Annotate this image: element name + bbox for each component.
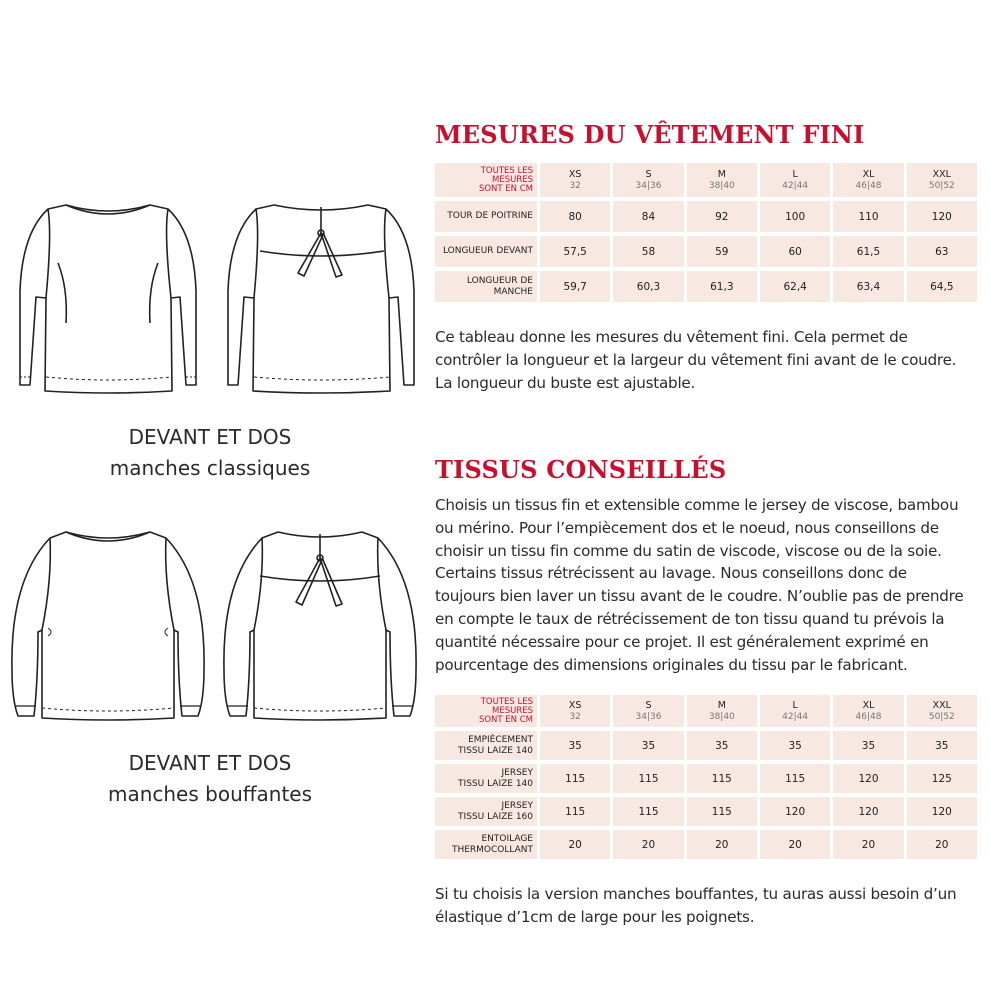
sketch-back-puff [220, 520, 420, 725]
caption-classic-line1: DEVANT ET DOS [128, 425, 292, 449]
table-cell: 115 [613, 764, 683, 793]
row-label [435, 271, 537, 302]
fabrics-text-line: en compte le taux de rétrécissement de ton tissu quand tu prévois la [435, 609, 945, 628]
size-name: L [792, 168, 798, 180]
size-eu: 34|36 [635, 711, 662, 722]
unit-note-line: MESURES [492, 174, 533, 185]
caption-classic [10, 422, 410, 484]
table-unit-note [435, 163, 537, 197]
size-name: M [717, 168, 726, 180]
table-cell: 20 [833, 830, 903, 859]
size-eu: 32 [569, 711, 581, 722]
size-column-header [760, 695, 830, 727]
size-eu: 42|44 [782, 180, 809, 191]
fabrics-heading: TISSUS CONSEILLÉS [435, 455, 727, 484]
unit-note-line: MESURES [492, 705, 533, 716]
table-header-row [435, 695, 977, 727]
row-label-line: THERMOCOLLANT [451, 844, 533, 855]
size-eu: 38|40 [708, 711, 735, 722]
row-label [435, 797, 537, 826]
table-cell: 35 [540, 731, 610, 760]
table-cell: 110 [833, 201, 903, 232]
table-cell: 115 [760, 764, 830, 793]
size-column-header [687, 695, 757, 727]
size-eu: 50|52 [928, 711, 955, 722]
size-name: XXL [932, 168, 951, 180]
unit-note-line: TOUTES LES [480, 165, 533, 176]
table-cell: 59,7 [540, 271, 610, 302]
size-name: XL [862, 699, 875, 711]
table-cell: 120 [907, 797, 977, 826]
size-column-header [760, 163, 830, 197]
table-cell: 61,3 [687, 271, 757, 302]
table-cell: 35 [687, 731, 757, 760]
table-row [435, 830, 977, 859]
measures-text-line: Ce tableau donne les mesures du vêtement fini. Cela permet de [435, 328, 908, 346]
sketch-front-classic [18, 193, 198, 398]
table-row [435, 797, 977, 826]
row-label-line: ENTOILAGE [481, 833, 533, 844]
table-cell: 63 [907, 236, 977, 267]
sketch-back-classic [226, 193, 416, 398]
table-row [435, 236, 977, 267]
table-cell: 120 [760, 797, 830, 826]
size-eu: 46|48 [855, 180, 882, 191]
table-cell: 120 [833, 797, 903, 826]
row-label-line: LONGUEUR DEVANT [442, 246, 533, 256]
table-cell: 20 [540, 830, 610, 859]
measures-heading: MESURES DU VÊTEMENT FINI [435, 120, 865, 149]
size-column-header [833, 695, 903, 727]
size-eu: 46|48 [855, 711, 882, 722]
table-cell: 57,5 [540, 236, 610, 267]
size-column-header [540, 163, 610, 197]
size-name: L [792, 699, 798, 711]
table-cell: 58 [613, 236, 683, 267]
table-cell: 100 [760, 201, 830, 232]
table-cell: 35 [613, 731, 683, 760]
table-cell: 84 [613, 201, 683, 232]
row-label-line: LONGUEUR DE [466, 275, 533, 286]
row-label [435, 201, 537, 232]
size-eu: 34|36 [635, 180, 662, 191]
fabrics-text-line: pourcentage des dimensions originales du tissu par le fabricant. [435, 655, 908, 674]
table-cell: 115 [687, 797, 757, 826]
table-cell: 62,4 [760, 271, 830, 302]
caption-puff-line1: DEVANT ET DOS [128, 751, 292, 775]
size-eu: 32 [569, 180, 581, 191]
size-column-header [907, 695, 977, 727]
table-cell: 125 [907, 764, 977, 793]
size-column-header [613, 163, 683, 197]
fabrics-text-line: ou mérino. Pour l’empiècement dos et le noeud, nous conseillons de [435, 518, 939, 537]
size-name: XXL [932, 699, 951, 711]
footer-text-line: élastique d’1cm de large pour les poignets. [435, 907, 755, 926]
size-name: S [645, 168, 652, 180]
table-row [435, 731, 977, 760]
measures-text-line: contrôler la longueur et la largeur du vêtement fini avant de le coudre. [435, 350, 957, 369]
table-row [435, 271, 977, 302]
footer-text-line: Si tu choisis la version manches bouffantes, tu auras aussi besoin d’un [435, 885, 957, 903]
unit-note-line: SONT EN CM [478, 183, 533, 194]
row-label [435, 764, 537, 793]
table-cell: 64,5 [907, 271, 977, 302]
size-name: XS [568, 168, 582, 180]
table-cell: 80 [540, 201, 610, 232]
size-eu: 38|40 [708, 180, 735, 191]
fabrics-table [432, 691, 980, 863]
size-eu: 50|52 [928, 180, 955, 191]
row-label-line: EMPIÈCEMENT [468, 734, 533, 745]
row-label [435, 731, 537, 760]
table-row [435, 764, 977, 793]
size-column-header [540, 695, 610, 727]
table-cell: 63,4 [833, 271, 903, 302]
size-eu: 42|44 [782, 711, 809, 722]
table-cell: 59 [687, 236, 757, 267]
size-column-header [613, 695, 683, 727]
size-name: XL [862, 168, 875, 180]
table-header-row [435, 163, 977, 197]
size-name: S [645, 699, 652, 711]
fabrics-text-line: quantité nécessaire pour ce projet. Il est généralement exprimé en [435, 632, 929, 651]
table-unit-note [435, 695, 537, 727]
row-label-line: TISSU LAIZE 140 [458, 745, 533, 756]
table-cell: 61,5 [833, 236, 903, 267]
size-column-header [833, 163, 903, 197]
caption-puff-line2: manches bouffantes [107, 782, 313, 806]
table-cell: 35 [907, 731, 977, 760]
size-name: XS [568, 699, 582, 711]
fabrics-text-line: Certains tissus rétrécissent au lavage. Nous conseillons donc de [435, 564, 907, 583]
table-cell: 115 [540, 797, 610, 826]
caption-classic-line2: manches classiques [109, 456, 311, 480]
table-cell: 20 [760, 830, 830, 859]
measures-text-line: La longueur du buste est ajustable. [435, 373, 696, 392]
unit-note-line: TOUTES LES [480, 696, 533, 707]
table-cell: 115 [540, 764, 610, 793]
table-cell: 20 [907, 830, 977, 859]
table-cell: 20 [613, 830, 683, 859]
table-cell: 120 [907, 201, 977, 232]
row-label-line: MANCHE [493, 286, 533, 297]
row-label-line: TISSU LAIZE 140 [458, 778, 533, 789]
table-cell: 60,3 [613, 271, 683, 302]
unit-note-line: SONT EN CM [478, 714, 533, 725]
measures-table [432, 159, 980, 306]
table-cell: 92 [687, 201, 757, 232]
table-row [435, 201, 977, 232]
sketch-front-puff [8, 520, 208, 725]
table-cell: 120 [833, 764, 903, 793]
row-label-line: JERSEY [501, 800, 533, 811]
size-column-header [687, 163, 757, 197]
fabrics-text-line: Choisis un tissus fin et extensible comme le jersey de viscose, bambou [435, 496, 959, 514]
table-cell: 115 [613, 797, 683, 826]
fabrics-text-line: toujours bien laver un tissu avant de le coudre. N’oublie pas de prendre [435, 587, 964, 606]
table-cell: 20 [687, 830, 757, 859]
row-label-line: TISSU LAIZE 160 [458, 811, 533, 822]
row-label [435, 236, 537, 267]
table-cell: 35 [833, 731, 903, 760]
row-label [435, 830, 537, 859]
table-cell: 60 [760, 236, 830, 267]
size-column-header [907, 163, 977, 197]
size-name: M [717, 699, 726, 711]
fabrics-text-line: choisir un tissu fin comme du satin de viscode, viscose ou de la soie. [435, 541, 942, 560]
fabrics-footer [435, 883, 985, 929]
caption-puff [10, 748, 410, 810]
fabrics-description [435, 494, 985, 676]
row-label-line: JERSEY [501, 767, 533, 778]
table-cell: 35 [760, 731, 830, 760]
row-label-line: TOUR DE POITRINE [447, 211, 533, 221]
measures-description [435, 326, 985, 394]
table-cell: 115 [687, 764, 757, 793]
